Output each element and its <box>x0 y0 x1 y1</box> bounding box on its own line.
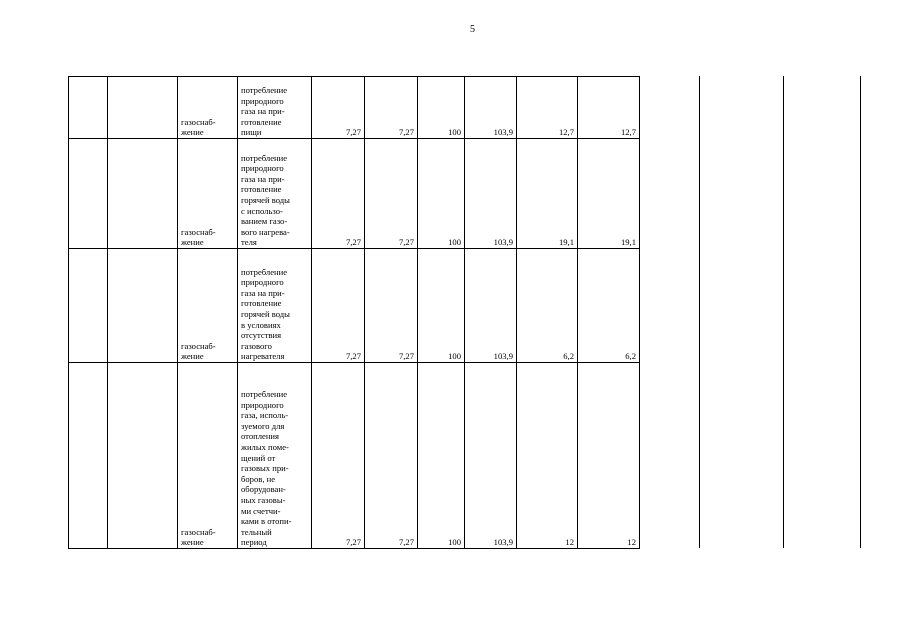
value-cell: 6,2 <box>578 249 640 363</box>
value-cell: 7,27 <box>365 139 418 249</box>
value-cell: 19,1 <box>578 139 640 249</box>
value-cell: 100 <box>418 363 465 549</box>
column-divider <box>860 76 861 548</box>
service-cell: газоснаб- жение <box>178 249 238 363</box>
cell-empty <box>108 249 178 363</box>
value-cell: 103,9 <box>465 249 517 363</box>
cell-empty <box>108 363 178 549</box>
value-cell: 12,7 <box>578 77 640 139</box>
value-cell: 100 <box>418 139 465 249</box>
value-cell: 12 <box>517 363 578 549</box>
value-cell: 7,27 <box>365 249 418 363</box>
value-cell: 100 <box>418 249 465 363</box>
page-number: 5 <box>470 24 475 35</box>
table-row <box>69 249 640 363</box>
column-divider <box>783 76 784 548</box>
value-cell: 19,1 <box>517 139 578 249</box>
column-divider <box>699 76 700 548</box>
value-cell: 12,7 <box>517 77 578 139</box>
cell-empty <box>108 77 178 139</box>
tariff-table <box>68 76 640 549</box>
value-cell: 7,27 <box>312 249 365 363</box>
service-cell: газоснаб- жение <box>178 139 238 249</box>
value-cell: 7,27 <box>365 77 418 139</box>
table-row <box>69 363 640 549</box>
value-cell: 103,9 <box>465 363 517 549</box>
value-cell: 100 <box>418 77 465 139</box>
description-cell: потребление природного газа на при- готовление пищи <box>238 77 312 139</box>
value-cell: 7,27 <box>312 77 365 139</box>
value-cell: 7,27 <box>312 139 365 249</box>
value-cell: 7,27 <box>365 363 418 549</box>
value-cell: 7,27 <box>312 363 365 549</box>
value-cell: 103,9 <box>465 139 517 249</box>
cell-empty <box>69 139 108 249</box>
cell-empty <box>69 249 108 363</box>
cell-empty <box>108 139 178 249</box>
table-row <box>69 77 640 139</box>
service-cell: газоснаб- жение <box>178 363 238 549</box>
description-cell: потребление природного газа на при- готовление горячей воды в условиях отсутствия газового нагревателя <box>238 249 312 363</box>
service-cell: газоснаб- жение <box>178 77 238 139</box>
value-cell: 103,9 <box>465 77 517 139</box>
cell-empty <box>69 77 108 139</box>
value-cell: 6,2 <box>517 249 578 363</box>
description-cell: потребление природного газа, исполь- зуемого для отопления жилых поме- щений от газовых при- боров, не оборудован- ных газовы- ми счетчи- ками в отопи- тельный период <box>238 363 312 549</box>
value-cell: 12 <box>578 363 640 549</box>
description-cell: потребление природного газа на при- готовление горячей воды с использо- ванием газо- вого нагрева- теля <box>238 139 312 249</box>
cell-empty <box>69 363 108 549</box>
table-row <box>69 139 640 249</box>
